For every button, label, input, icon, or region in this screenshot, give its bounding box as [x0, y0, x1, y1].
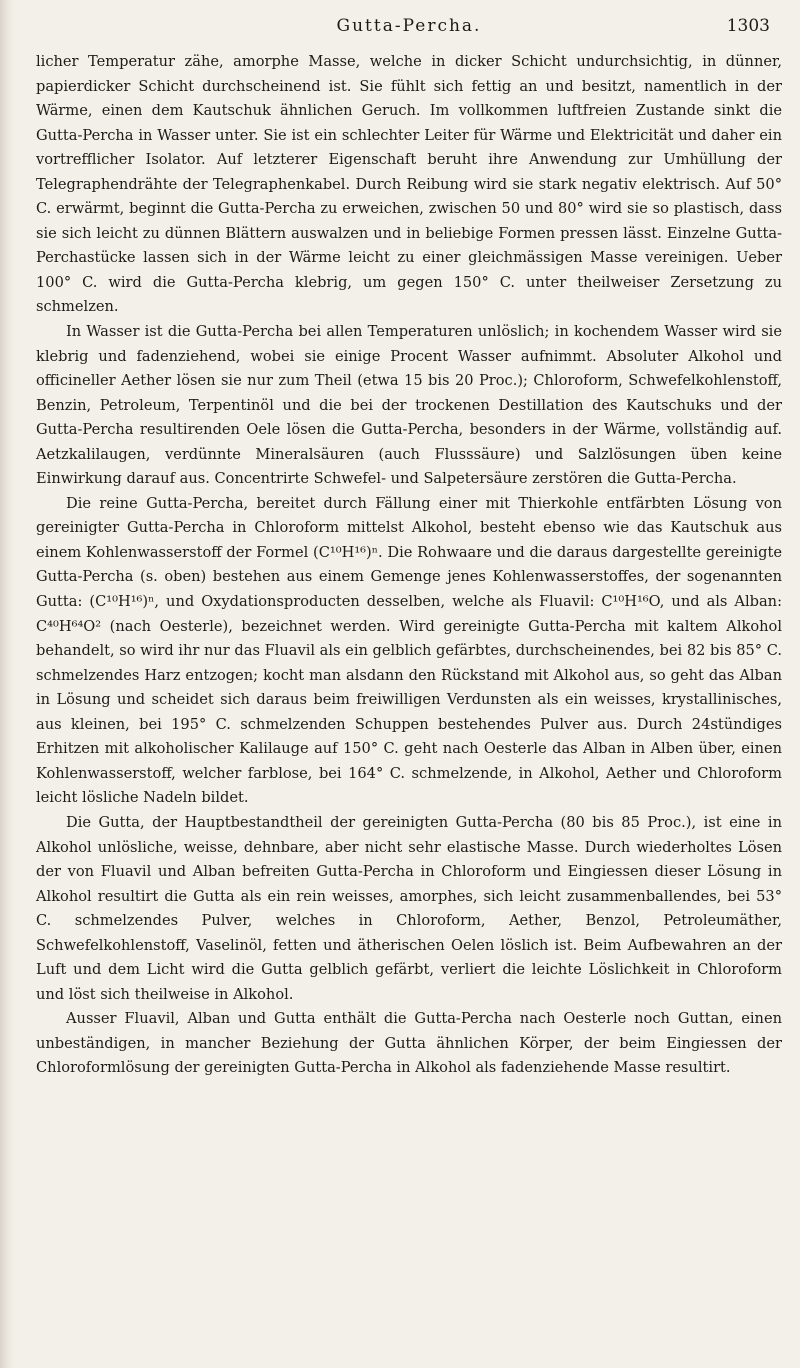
book-page — [36, 10, 782, 1081]
running-title: Gutta-Percha. — [336, 16, 482, 36]
page-number: 1303 — [726, 16, 770, 36]
paragraph-5: Ausser Fluavil, Alban und Gutta enthält die Gutta-Percha nach Oesterle noch Guttan, einen unbeständigen, in mancher Beziehung der Gutta ähnlichen Körper, der beim Eingiessen der Chloroformlösung der gereinigten Gutta-Percha in Alkohol als fadenziehende Masse resultirt. — [36, 1010, 782, 1077]
paragraph-2: In Wasser ist die Gutta-Percha bei allen Temperaturen unlöslich; in kochendem Wasser wird sie klebrig und fadenziehend, wobei sie einige Procent Wasser aufnimmt. Absoluter Alkohol und officineller Aether lösen sie nur zum Theil (etwa 15 bis 20 Proc.); Chloroform, Schwefelkohlenstoff, Benzin, Petroleum, Terpentinöl und die bei der trockenen Destillation des Kautschuks und der Gutta-Percha resultirenden Oele lösen die Gutta-Percha, besonders in der Wärme, vollständig auf. Aetzkalilaugen, verdünnte Mineralsäuren (auch Flusssäure) und Salzlösungen üben keine Einwirkung darauf aus. Concentrirte Schwefel- und Salpetersäure zerstören die Gutta-Percha. — [36, 323, 782, 488]
page-binding-edge — [0, 0, 14, 1368]
page-header — [36, 10, 782, 40]
paragraph-1: licher Temperatur zähe, amorphe Masse, welche in dicker Schicht undurchsichtig, in dünner, papierdicker Schicht durchscheinend ist. Sie fühlt sich fettig an und besitzt, namentlich in der Wärme, einen dem Kautschuk ähnlichen Geruch. Im vollkommen luftfreien Zustande sinkt die Gutta-Percha in Wasser unter. Sie ist ein schlechter Leiter für Wärme und Elektricität und daher ein vortrefflicher Isolator. Auf letzterer Eigenschaft beruht ihre Anwendung zur Umhüllung der Telegraphendrähte der Telegraphenkabel. Durch Reibung wird sie stark negativ elektrisch. Auf 50° C. erwärmt, beginnt die Gutta-Percha zu erweichen, zwischen 50 und 80° wird sie so plastisch, dass sie sich leicht zu dünnen Blättern auswalzen und in beliebige Formen pressen lässt. Einzelne Gutta-Perchastücke lassen sich in der Wärme leicht zu einer gleichmässigen Masse vereinigen. Ueber 100° C. wird die Gutta-Percha klebrig, um gegen 150° C. unter theilweiser Zersetzung zu schmelzen. — [36, 53, 782, 316]
page-body — [36, 50, 782, 1081]
paragraph-3: Die reine Gutta-Percha, bereitet durch Fällung einer mit Thierkohle entfärbten Lösung von gereinigter Gutta-Percha in Chloroform mittelst Alkohol, besteht ebenso wie das Kautschuk aus einem Kohlenwasserstoff der Formel (C¹⁰H¹⁶)ⁿ. Die Rohwaare und die daraus dargestellte gereinigte Gutta-Percha (s. oben) bestehen aus einem Gemenge jenes Kohlenwasserstoffes, der sogenannten Gutta: (C¹⁰H¹⁶)ⁿ, und Oxydationsproducten desselben, welche als Fluavil: C¹⁰H¹⁶O, und als Alban: C⁴⁰H⁶⁴O² (nach Oesterle), bezeichnet werden. Wird gereinigte Gutta-Percha mit kaltem Alkohol behandelt, so wird ihr nur das Fluavil als ein gelblich gefärbtes, durchscheinendes, bei 82 bis 85° C. schmelzendes Harz entzogen; kocht man alsdann den Rückstand mit Alkohol aus, so geht das Alban in Lösung und scheidet sich daraus beim freiwilligen Verdunsten als ein weisses, krystallinisches, aus kleinen, bei 195° C. schmelzenden Schuppen bestehendes Pulver aus. Durch 24stündiges Erhitzen mit alkoholischer Kalilauge auf 150° C. geht nach Oesterle das Alban in Alben über, einen Kohlenwasserstoff, welcher farblose, bei 164° C. schmelzende, in Alkohol, Aether und Chloroform leicht lösliche Nadeln bildet. — [36, 494, 782, 807]
paragraph-4: Die Gutta, der Hauptbestandtheil der gereinigten Gutta-Percha (80 bis 85 Proc.), ist eine in Alkohol unlösliche, weisse, dehnbare, aber nicht sehr elastische Masse. Durch wiederholtes Lösen der von Fluavil und Alban befreiten Gutta-Percha in Chloroform und Eingiessen dieser Lösung in Alkohol resultirt die Gutta als ein rein weisses, amorphes, sich leicht zusammenballendes, bei 53° C. schmelzendes Pulver, welches in Chloroform, Aether, Benzol, Petroleumäther, Schwefelkohlenstoff, Vaselinöl, fetten und ätherischen Oelen löslich ist. Beim Aufbewahren an der Luft und dem Licht wird die Gutta gelblich gefärbt, verliert die leichte Löslichkeit in Chloroform und löst sich theilweise in Alkohol. — [36, 813, 782, 1003]
